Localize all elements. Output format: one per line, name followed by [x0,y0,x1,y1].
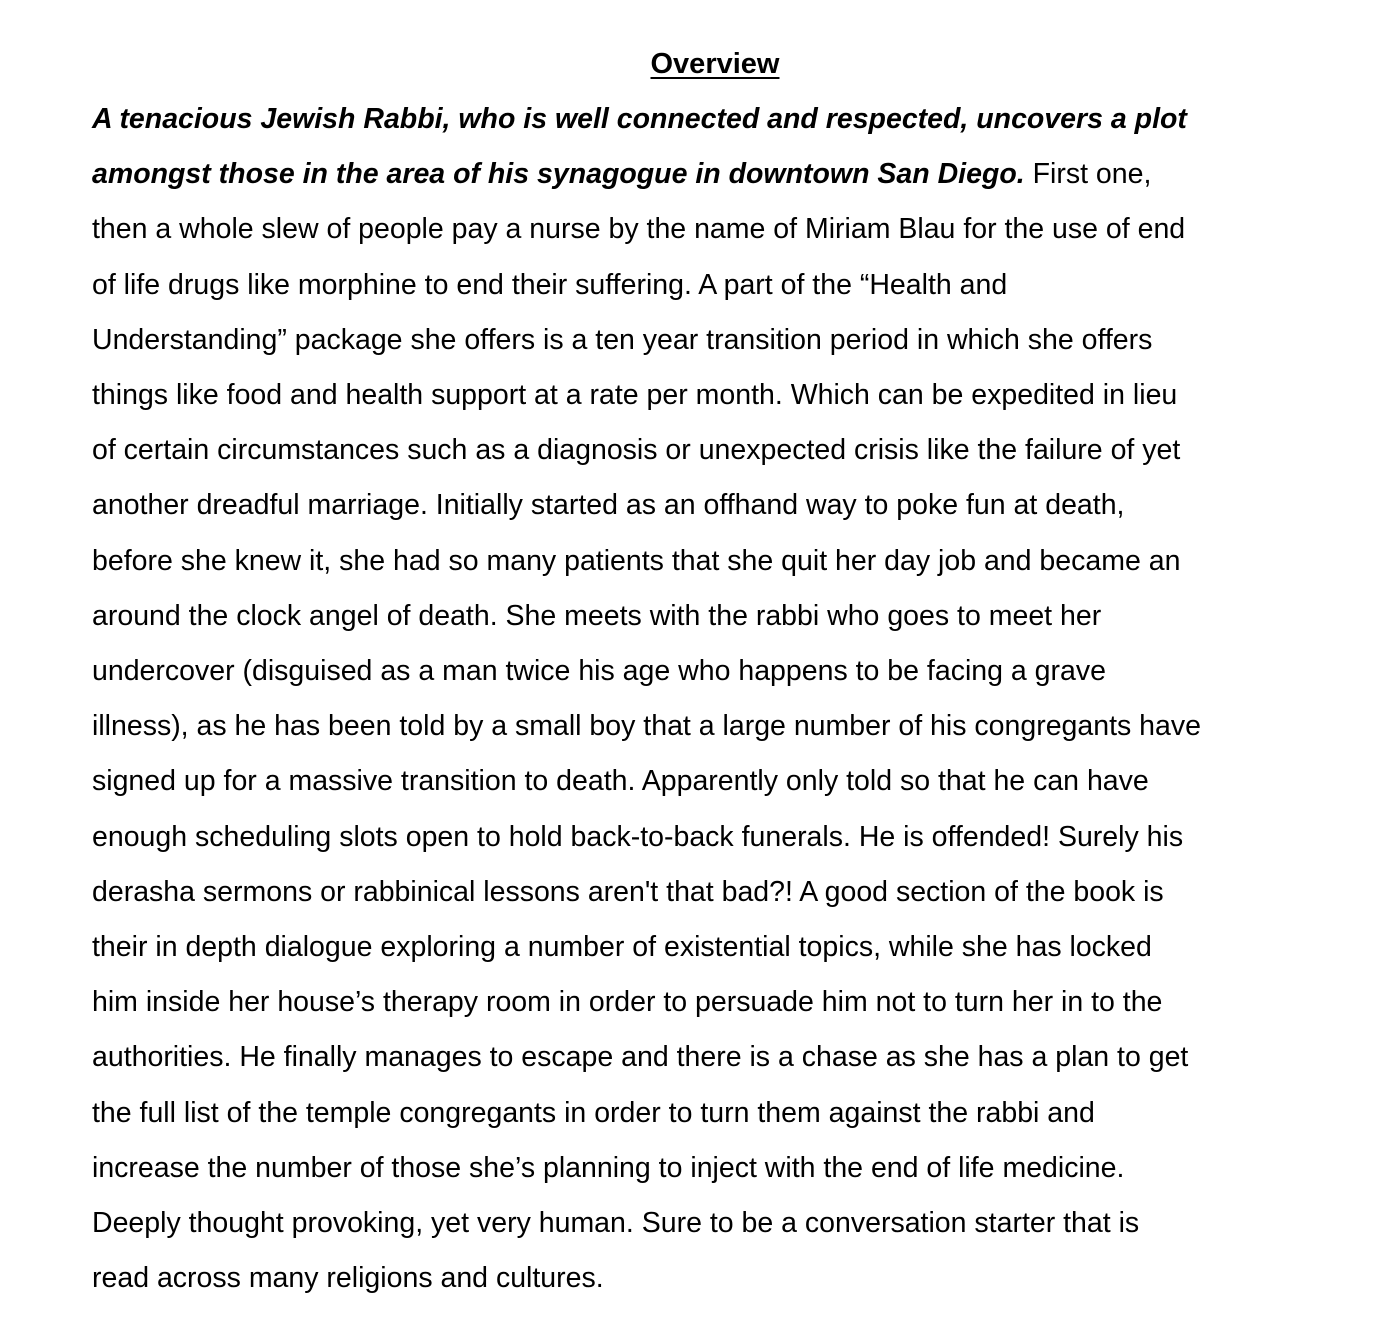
paragraph-line: undercover (disguised as a man twice his age who happens to be facing a grave [92,655,1106,688]
paragraph-line: another dreadful marriage. Initially started as an offhand way to poke fun at death, [92,489,1125,522]
lead-sentence: amongst those in the area of his synagogue in downtown San Diego. [92,158,1025,191]
paragraph-line: Understanding” package she offers is a ten year transition period in which she offers [92,323,1153,356]
paragraph-line: increase the number of those she’s planning to inject with the end of life medicine. [92,1151,1125,1184]
paragraph-line [92,147,1362,202]
paragraph-line: before she knew it, she had so many patients that she quit her day job and became an [92,544,1181,577]
paragraph-line: him inside her house’s therapy room in order to persuade him not to turn her in to the [92,986,1163,1019]
paragraph-line: their in depth dialogue exploring a number of existential topics, while she has locked [92,931,1152,964]
paragraph-line: around the clock angel of death. She meets with the rabbi who goes to meet her [92,599,1102,632]
paragraph-line [92,92,1362,147]
paragraph-line: signed up for a massive transition to death. Apparently only told so that he can have [92,765,1149,798]
paragraph-line: read across many religions and cultures. [92,1262,604,1295]
paragraph-text: First one, [1024,158,1152,191]
paragraph-line: things like food and health support at a rate per month. Which can be expedited in lieu [92,379,1178,412]
overview-paragraph [92,92,1362,1306]
lead-sentence: A tenacious Jewish Rabbi, who is well connected and respected, uncovers a plot [92,103,1187,135]
paragraph-line: derasha sermons or rabbinical lessons aren't that bad?! A good section of the book is [92,875,1164,908]
paragraph-line: then a whole slew of people pay a nurse by the name of Miriam Blau for the use of end [92,213,1186,246]
paragraph-line: enough scheduling slots open to hold back-to-back funerals. He is offended! Surely his [92,820,1184,853]
paragraph-line: illness), as he has been told by a small boy that a large number of his congregants have [92,710,1201,743]
paragraph-line: Deeply thought provoking, yet very human. Sure to be a conversation starter that is [92,1207,1140,1240]
document-heading: Overview [650,48,780,80]
paragraph-line: the full list of the temple congregants in order to turn them against the rabbi and [92,1096,1095,1129]
paragraph-line: of certain circumstances such as a diagnosis or unexpected crisis like the failure of yet [92,434,1181,467]
paragraph-line: authorities. He finally manages to escape and there is a chase as she has a plan to get [92,1041,1189,1074]
paragraph-line: of life drugs like morphine to end their suffering. A part of the “Health and [92,268,1008,301]
